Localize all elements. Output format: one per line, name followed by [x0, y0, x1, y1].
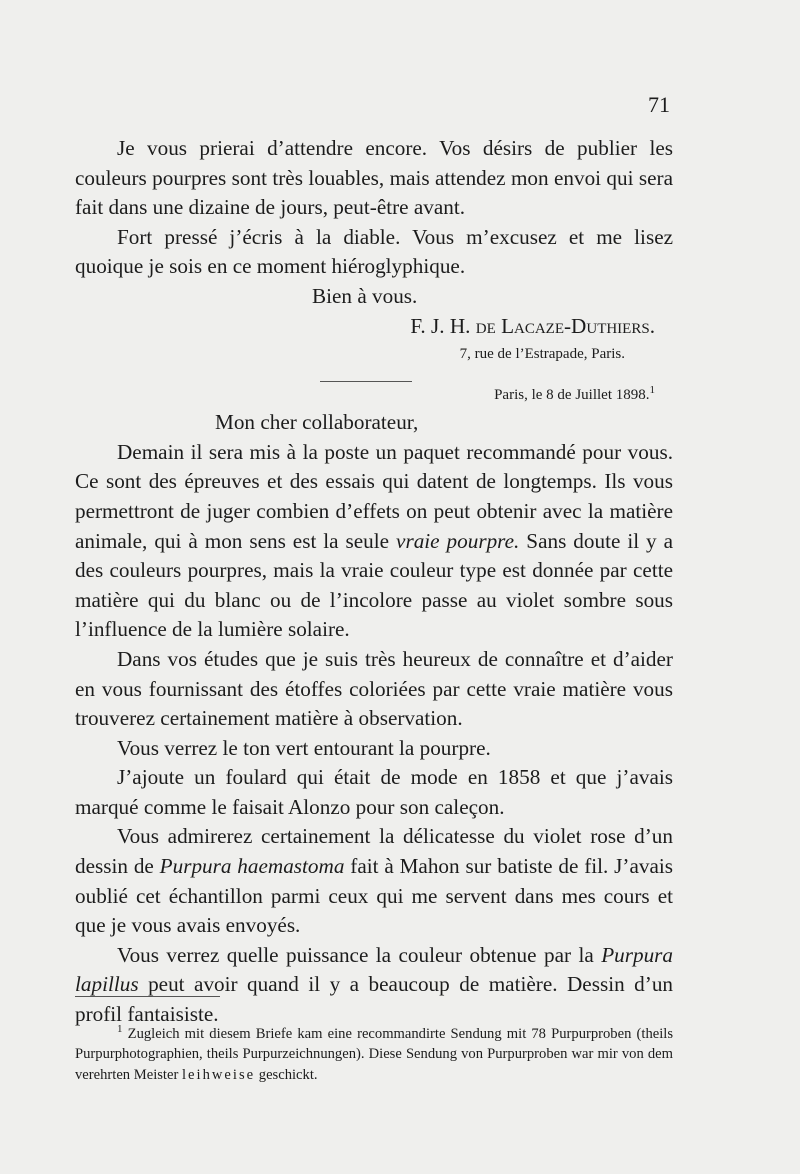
signature: [75, 312, 673, 342]
paragraph-7-species: Purpura haemastoma: [159, 854, 345, 879]
paragraph-3-continuation: Sans doute il y a des couleurs pourpres, mais la vraie couleur type est donnée par cette matière qui du blanc ou de l’incolore passe au violet sombre sous l’influence de la lumière solaire.: [75, 528, 674, 642]
signature-surname: Lacaze-Duthiers.: [501, 313, 655, 338]
letter-body: [75, 134, 673, 1030]
address: 7, rue de l’Estrapade, Paris.: [459, 346, 625, 363]
footnote-text: Zugleich mit diesem Briefe kam eine recommandirte Sendung mit 78 Purpurproben (theils Purpurphotographien, theils Purpurzeichnungen). Diese Sendung von Purpurproben war mir von dem verehrten Meister: [75, 1025, 674, 1084]
paragraph-2: Fort pressé j’écris à la diable. Vous m’excusez et me lisez quoique je sois en ce moment hiéroglyphique.: [75, 224, 673, 279]
paragraph-7: [75, 822, 673, 940]
dateline-text: Paris, le 8 de Juillet 1898.: [494, 387, 650, 404]
paragraph-4: Dans vos études que je suis très heureux de connaître et d’aider en vous fournissant des étoffes coloriées par cette vraie matière vous trouverez certainement matière à observation.: [75, 646, 673, 731]
closing: Bien à vous.: [312, 283, 418, 308]
paragraph-3-emphasis: vraie pourpre.: [396, 528, 520, 553]
footnote-mark: 1: [117, 1022, 123, 1035]
paragraph-7-continuation: fait à Mahon sur batiste de fil. J’avais oublié cet échantillon parmi ceux qui me servent dans mes cours et que je vous avais envoyés.: [75, 854, 673, 938]
signature-initials: F. J. H.: [410, 313, 471, 338]
paragraph-8-species: Purpura lapillus: [75, 942, 674, 997]
paragraph-1: Je vous prierai d’attendre encore. Vos désirs de publier les couleurs pourpres sont très louables, mais attendez mon envoi qui sera fait dans une dizaine de jours, peut-être avant.: [75, 136, 673, 220]
paragraph-8-continuation: peut avoir quand il y a beaucoup de matière. Dessin d’un profil fantaisiste.: [75, 972, 674, 1027]
footnote-emphasis: leihweise: [181, 1067, 256, 1084]
page-number: 71: [648, 92, 670, 117]
footnote-reference: 1: [649, 384, 655, 397]
paragraph-3: [75, 438, 673, 645]
footnote-rule: [75, 996, 220, 997]
paragraph-5: Vous verrez le ton vert entourant la pourpre.: [117, 735, 491, 760]
paragraph-8: [75, 941, 673, 1030]
footnote: [75, 1019, 673, 1087]
signature-particle: de: [475, 313, 496, 338]
salutation: Mon cher collaborateur,: [215, 410, 419, 435]
dateline: [75, 382, 673, 408]
paragraph-7-text: Vous admirerez certainement la délicatesse du violet rose d’un dessin de: [75, 824, 673, 879]
paragraph-6: J’ajoute un foulard qui était de mode en 1858 et que j’avais marqué comme le faisait Alonzo pour son caleçon.: [75, 765, 673, 819]
paragraph-8-text: Vous verrez quelle puissance la couleur obtenue par la: [117, 942, 594, 967]
paragraph-3-text: Demain il sera mis à la poste un paquet recommandé pour vous. Ce sont des épreuves et des essais qui datent de longtemps. Ils vous permettront de juger combien d’effets on peut obtenir avec la matière animale, qui à mon sens est la seule: [75, 439, 673, 553]
footnote-text-end: geschickt.: [258, 1067, 318, 1084]
